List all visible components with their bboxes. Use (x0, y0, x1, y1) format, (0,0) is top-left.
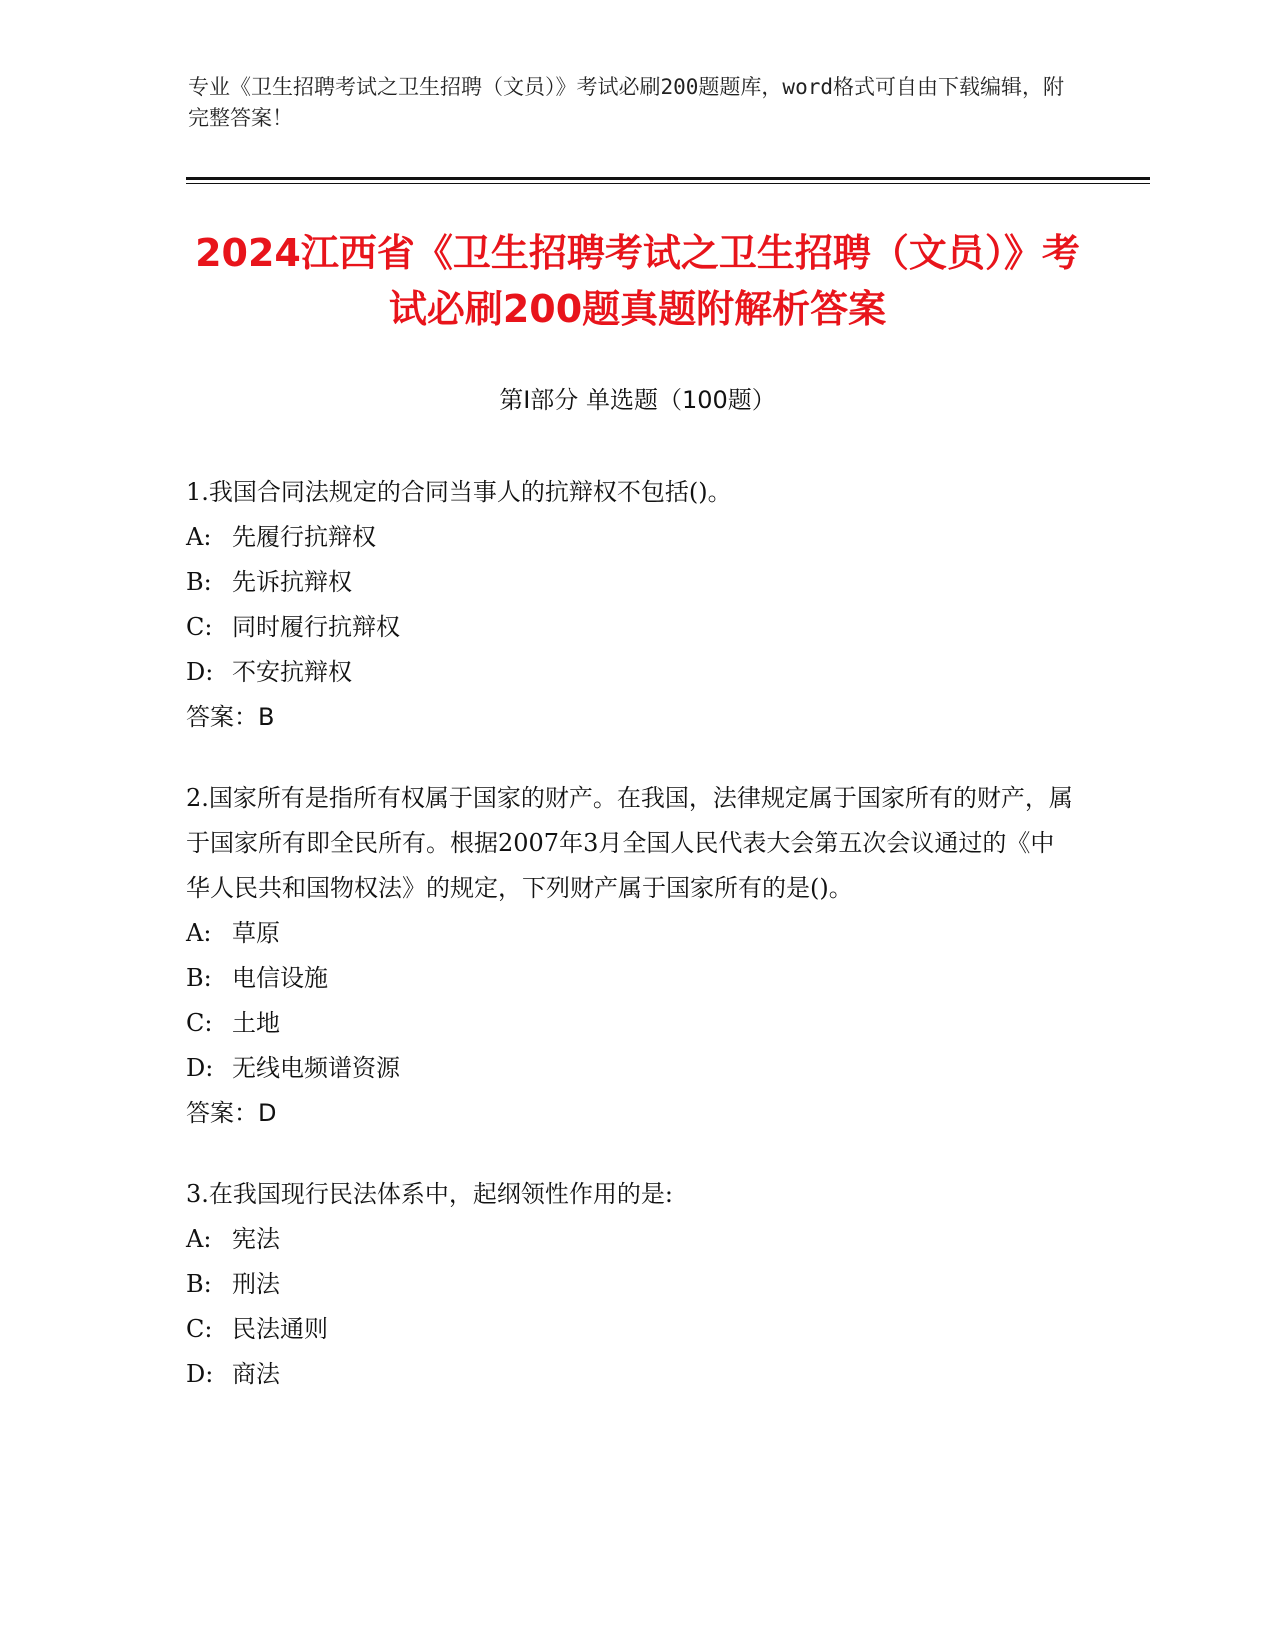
option-key: D: (186, 658, 214, 686)
question-list (186, 470, 1076, 1433)
question-stem: 1.我国合同法规定的合同当事人的抗辩权不包括()。 (186, 478, 732, 506)
option-b (186, 1262, 1076, 1307)
option-key: B: (186, 568, 212, 596)
option-text: 先履行抗辩权 (232, 523, 376, 551)
option-text: 无线电频谱资源 (232, 1054, 400, 1082)
option-key: B: (186, 964, 212, 992)
option-b (186, 956, 1076, 1001)
option-text: 商法 (232, 1360, 280, 1388)
answer-line: 答案：B (186, 703, 275, 731)
option-key: C: (186, 1009, 213, 1037)
option-key: B: (186, 1270, 212, 1298)
option-text: 不安抗辩权 (232, 658, 352, 686)
header-divider-thick (186, 177, 1150, 180)
section-title: 第Ⅰ部分 单选题（100题） (499, 386, 776, 414)
question-stem: 2.国家所有是指所有权属于国家的财产。在我国，法律规定属于国家所有的财产，属于国家所有即全民所有。根据2007年3月全国人民代表大会第五次会议通过的《中华人民共和国物权法》的规定，下列财产属于国家所有的是()。 (186, 784, 1073, 902)
option-d (186, 650, 1076, 695)
option-key: A: (186, 919, 212, 947)
option-text: 土地 (232, 1009, 280, 1037)
option-key: A: (186, 523, 212, 551)
answer-line: 答案：D (186, 1099, 277, 1127)
question-1 (186, 470, 1076, 740)
option-text: 宪法 (232, 1225, 280, 1253)
option-a (186, 911, 1076, 956)
question-3 (186, 1172, 1076, 1397)
option-text: 草原 (232, 919, 280, 947)
option-text: 先诉抗辩权 (232, 568, 352, 596)
option-key: C: (186, 613, 213, 641)
option-d (186, 1046, 1076, 1091)
option-text: 同时履行抗辩权 (232, 613, 400, 641)
option-key: D: (186, 1360, 214, 1388)
option-c (186, 605, 1076, 650)
option-text: 电信设施 (232, 964, 328, 992)
question-stem: 3.在我国现行民法体系中，起纲领性作用的是: (186, 1180, 673, 1208)
option-text: 民法通则 (232, 1315, 328, 1343)
option-key: A: (186, 1225, 212, 1253)
header-divider-thin (186, 183, 1150, 184)
question-2 (186, 776, 1076, 1136)
option-c (186, 1001, 1076, 1046)
option-key: C: (186, 1315, 213, 1343)
option-a (186, 515, 1076, 560)
option-key: D: (186, 1054, 214, 1082)
option-d (186, 1352, 1076, 1397)
option-c (186, 1307, 1076, 1352)
document-title: 2024江西省《卫生招聘考试之卫生招聘（文员）》考试必刷200题真题附解析答案 (195, 231, 1080, 331)
option-text: 刑法 (232, 1270, 280, 1298)
option-b (186, 560, 1076, 605)
option-a (186, 1217, 1076, 1262)
header-note: 专业《卫生招聘考试之卫生招聘（文员）》考试必刷200题题库，word格式可自由下载编辑，附完整答案！ (188, 75, 1064, 130)
